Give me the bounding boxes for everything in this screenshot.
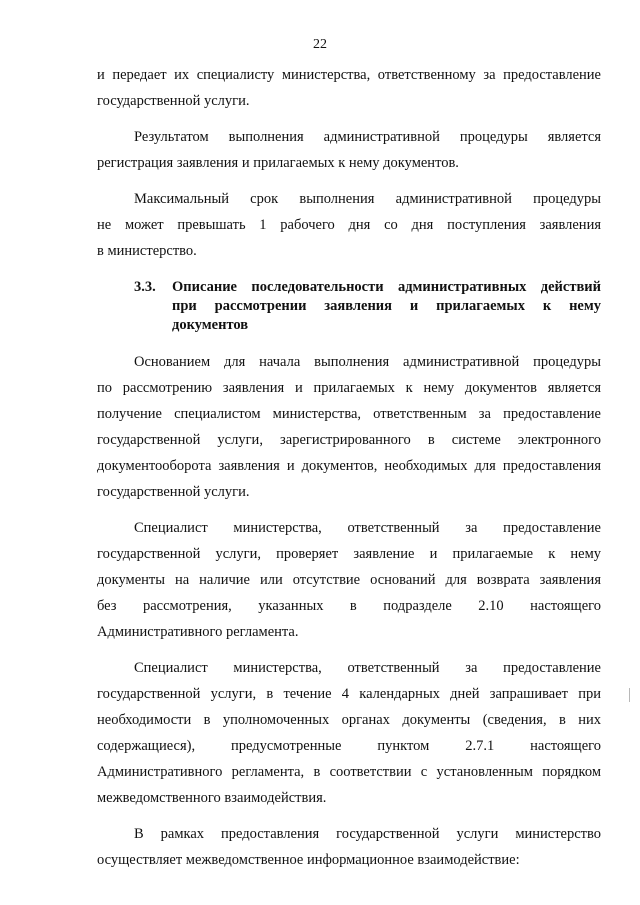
text-line: и передает их специалисту министерства, ответственному за предоставление — [97, 67, 601, 83]
text-line: государственной услуги, проверяет заявление и прилагаемые к нему — [97, 546, 601, 562]
text-line: не может превышать 1 рабочего дня со дня поступления заявления — [97, 217, 601, 233]
paragraph-max-term — [97, 186, 601, 264]
text-line: Административного регламента. — [97, 624, 299, 640]
paragraph-result — [97, 124, 601, 176]
heading-line: при рассмотрении заявления и прилагаемых к нему — [172, 298, 601, 314]
page-number: 22 — [313, 37, 327, 52]
text-line: межведомственного взаимодействия. — [97, 790, 327, 806]
text-line: государственной услуги. — [97, 484, 250, 500]
text-line: в министерство. — [97, 243, 197, 259]
paragraph-continuation — [97, 62, 601, 114]
section-number: 3.3. — [134, 279, 156, 295]
text-line: регистрация заявления и прилагаемых к нему документов. — [97, 155, 459, 171]
scan-mark — [629, 688, 630, 702]
text-line: документооборота заявления и документов, необходимых для предоставления — [97, 458, 601, 474]
section-heading — [97, 278, 601, 335]
text-line: государственной услуги. — [97, 93, 250, 109]
text-line: Специалист министерства, ответственный за предоставление — [134, 660, 601, 676]
text-line: документы на наличие или отсутствие оснований для возврата заявления — [97, 572, 601, 588]
heading-line: документов — [172, 317, 249, 333]
text-line: Специалист министерства, ответственный за предоставление — [134, 520, 601, 536]
text-line: без рассмотрения, указанных в подразделе 2.10 настоящего — [97, 598, 601, 614]
text-line: необходимости в уполномоченных органах документы (сведения, в них — [97, 712, 601, 728]
text-line: содержащиеся), предусмотренные пунктом 2.7.1 настоящего — [97, 738, 601, 754]
paragraph-request-documents — [97, 655, 601, 811]
text-line: государственной услуги, зарегистрированного в системе электронного — [97, 432, 601, 448]
text-line: В рамках предоставления государственной услуги министерство — [134, 826, 601, 842]
page-content — [97, 62, 601, 873]
paragraph-interaction — [97, 821, 601, 873]
text-line: по рассмотрению заявления и прилагаемых к нему документов является — [97, 380, 601, 396]
text-line: получение специалистом министерства, ответственным за предоставление — [97, 406, 601, 422]
text-line: Результатом выполнения административной процедуры является — [134, 129, 601, 145]
text-line: осуществляет межведомственное информационное взаимодействие: — [97, 852, 520, 868]
text-line: Административного регламента, в соответствии с установленным порядком — [97, 764, 601, 780]
heading-line: Описание последовательности административных действий — [172, 279, 601, 295]
paragraph-check-documents — [97, 515, 601, 645]
text-line: Максимальный срок выполнения административной процедуры — [134, 191, 601, 207]
text-line: Основанием для начала выполнения административной процедуры — [134, 354, 601, 370]
paragraph-basis — [97, 349, 601, 505]
text-line: государственной услуги, в течение 4 календарных дней запрашивает при — [97, 686, 601, 702]
